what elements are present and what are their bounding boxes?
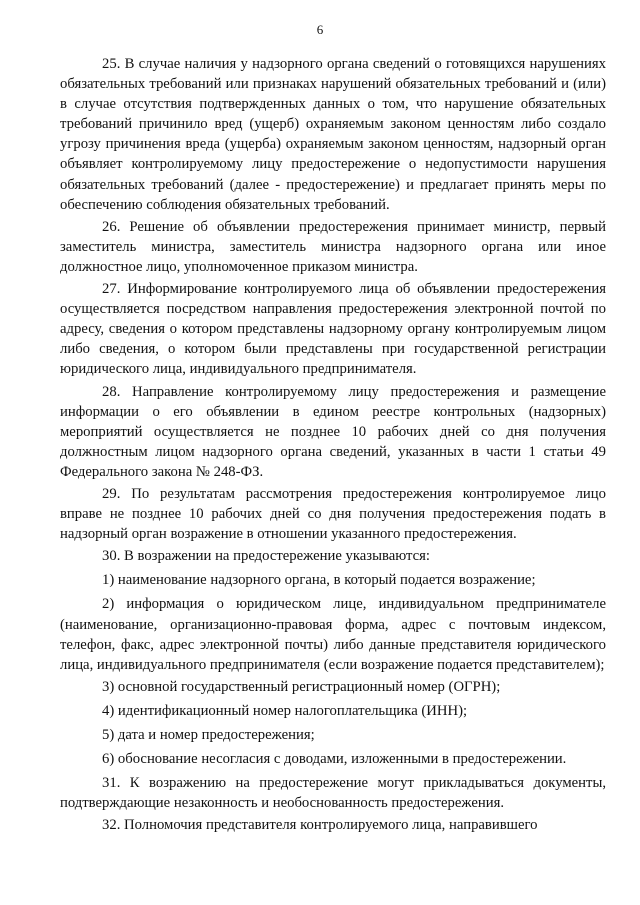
paragraph-27: 27. Информирование контролируемого лица об объявлении предостережения осуществляется посредством направления предостережения электронной почтой по адресу, сведения о котором представлены надзорному органу контролируемым лицом либо сведения, о котором были представлены при государственной регистрации юридического лица, индивидуального предпринимателя. — [60, 281, 606, 378]
list-item-2: 2) информация о юридическом лице, индивидуальном предпринимателе (наименование, организационно-правовая форма, адрес с почтовым индексом, телефон, факс, адрес электронной почты) либо данные представителя юридического лица, индивидуального предпринимателя (если возражение подается представителем); — [60, 596, 606, 673]
paragraph-26: 26. Решение об объявлении предостережения принимает министр, первый заместитель министра, заместитель министра надзорного органа или иное должностное лицо, уполномоченное приказом министра. — [60, 218, 606, 275]
paragraph-28: 28. Направление контролируемому лицу предостережения и размещение информации о его объявлении в едином реестре контрольных (надзорных) мероприятий осуществляется не позднее 10 рабочих дней со дня получения должностным лицом надзорного органа сведений, указанных в части 1 статьи 49 Федерального закона № 248-ФЗ. — [60, 383, 606, 480]
list-item-3: 3) основной государственный регистрационный номер (ОГРН); — [102, 678, 501, 695]
document-body — [60, 54, 606, 837]
paragraph-32: 32. Полномочия представителя контролируемого лица, направившего — [102, 817, 538, 834]
paragraph-29: 29. По результатам рассмотрения предостережения контролируемое лицо вправе не позднее 10 рабочих дней со дня получения предостережения подать в надзорный орган возражение в отношении указанного предостережения. — [60, 485, 606, 543]
list-item-5: 5) дата и номер предостережения; — [102, 727, 315, 743]
page-number: 6 — [316, 22, 324, 37]
list-item-1: 1) наименование надзорного органа, в который подается возражение; — [102, 572, 536, 589]
paragraph-30: 30. В возражении на предостережение указываются: — [102, 548, 430, 565]
list-item-6: 6) обоснование несогласия с доводами, изложенными в предостережении. — [102, 751, 567, 768]
list-item-4: 4) идентификационный номер налогоплательщика (ИНН); — [102, 702, 468, 719]
paragraph-25: 25. В случае наличия у надзорного органа сведений о готовящихся нарушениях обязательных требований или признаках нарушений обязательных требований и (или) в случае отсутствия подтвержденных данных о том, что нарушение обязательных требований причинило вред (ущерб) охраняемым законом ценностям либо создало угрозу причинения вреда (ущерба) охраняемым законом ценностям, надзорный орган объявляет контролируемому лицу предостережение о недопустимости нарушения обязательных требований (далее - предостережение) и предлагает принять меры по обеспечению соблюдения обязательных требований. — [60, 56, 606, 213]
paragraph-31: 31. К возражению на предостережение могут прикладываться документы, подтверждающие незаконность и необоснованность предостережения. — [60, 775, 606, 812]
